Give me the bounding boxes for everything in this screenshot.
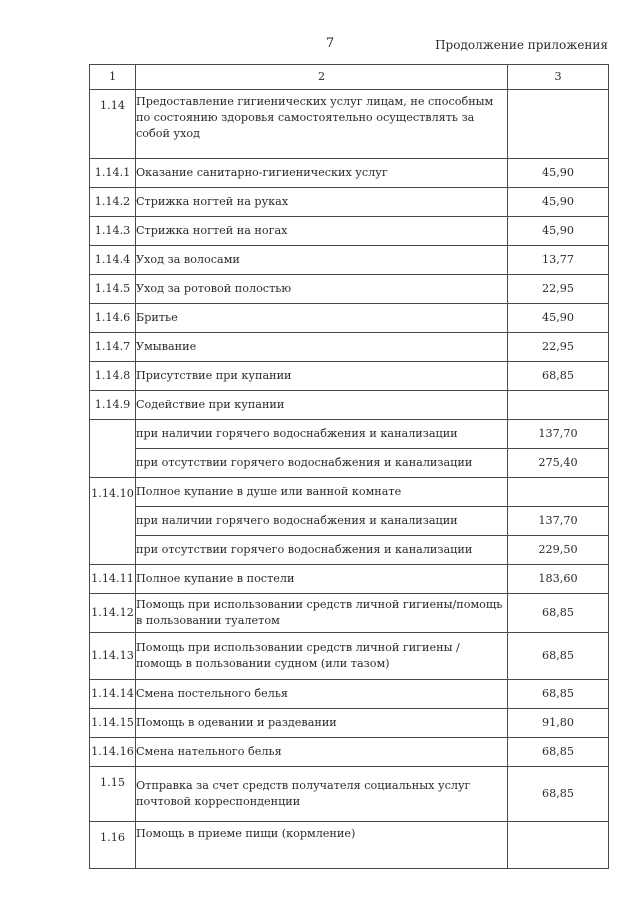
row-description: Уход за ротовой полостью (136, 275, 508, 304)
header-col-2: 2 (136, 65, 508, 90)
table-row (90, 709, 609, 738)
row-number: 1.14.16 (90, 738, 136, 767)
row-description: Бритье (136, 304, 508, 333)
table-row (90, 159, 609, 188)
table-row (90, 478, 609, 507)
row-description: Смена постельного белья (136, 680, 508, 709)
row-description: при отсутствии горячего водоснабжения и канализации (136, 536, 508, 565)
row-price (508, 822, 609, 869)
row-description: Помощь в приеме пищи (кормление) (136, 822, 508, 869)
row-number: 1.14.12 (90, 594, 136, 633)
row-price: 183,60 (508, 565, 609, 594)
row-number: 1.14.8 (90, 362, 136, 391)
row-description: при отсутствии горячего водоснабжения и канализации (136, 449, 508, 478)
table-row (90, 767, 609, 822)
row-price: 275,40 (508, 449, 609, 478)
row-description: при наличии горячего водоснабжения и канализации (136, 507, 508, 536)
row-price (508, 478, 609, 507)
table-row (90, 420, 609, 449)
row-number: 1.14.2 (90, 188, 136, 217)
table-row (90, 738, 609, 767)
table-row (90, 90, 609, 159)
header-col-1: 1 (90, 65, 136, 90)
table-row (90, 217, 609, 246)
table-row (90, 449, 609, 478)
price-table (89, 64, 609, 869)
row-price: 45,90 (508, 159, 609, 188)
row-number: 1.14.1 (90, 159, 136, 188)
row-number (90, 420, 136, 478)
row-description: Стрижка ногтей на ногах (136, 217, 508, 246)
row-description: Умывание (136, 333, 508, 362)
row-description: Полное купание в постели (136, 565, 508, 594)
row-price (508, 391, 609, 420)
row-price: 22,95 (508, 275, 609, 304)
row-price: 68,85 (508, 633, 609, 680)
table-row (90, 391, 609, 420)
row-price (508, 90, 609, 159)
row-price: 68,85 (508, 767, 609, 822)
row-description: Присутствие при купании (136, 362, 508, 391)
table-header-row (90, 65, 609, 90)
row-price: 137,70 (508, 507, 609, 536)
row-description: Помощь в одевании и раздевании (136, 709, 508, 738)
row-description: Предоставление гигиенических услуг лицам, не способным по состоянию здоровья самостоятельно осуществлять за собой уход (136, 90, 508, 159)
row-description: Содействие при купании (136, 391, 508, 420)
row-price: 68,85 (508, 362, 609, 391)
row-number: 1.14.5 (90, 275, 136, 304)
row-description: Смена нательного белья (136, 738, 508, 767)
row-description: Оказание санитарно-гигиенических услуг (136, 159, 508, 188)
table-row (90, 362, 609, 391)
table-row (90, 680, 609, 709)
row-price: 22,95 (508, 333, 609, 362)
row-description: при наличии горячего водоснабжения и канализации (136, 420, 508, 449)
row-price: 68,85 (508, 680, 609, 709)
row-number: 1.14.10 (90, 478, 136, 565)
row-price: 91,80 (508, 709, 609, 738)
row-number: 1.14.11 (90, 565, 136, 594)
row-price: 137,70 (508, 420, 609, 449)
row-number: 1.16 (90, 822, 136, 869)
row-price: 45,90 (508, 217, 609, 246)
header-col-3: 3 (508, 65, 609, 90)
row-price: 68,85 (508, 594, 609, 633)
table-row (90, 822, 609, 869)
row-description: Помощь при использовании средств личной гигиены/помощь в пользовании туалетом (136, 594, 508, 633)
table-row (90, 246, 609, 275)
row-number: 1.14.3 (90, 217, 136, 246)
row-number: 1.14.7 (90, 333, 136, 362)
row-description: Уход за волосами (136, 246, 508, 275)
row-description: Стрижка ногтей на руках (136, 188, 508, 217)
row-description: Помощь при использовании средств личной гигиены / помощь в пользовании судном (или тазом) (136, 633, 508, 680)
row-price: 45,90 (508, 188, 609, 217)
row-description: Отправка за счет средств получателя социальных услуг почтовой корреспонденции (136, 767, 508, 822)
row-number: 1.14 (90, 90, 136, 159)
row-price: 68,85 (508, 738, 609, 767)
row-number: 1.14.15 (90, 709, 136, 738)
table-row (90, 507, 609, 536)
page-number: 7 (325, 36, 335, 51)
row-description: Полное купание в душе или ванной комнате (136, 478, 508, 507)
row-price: 45,90 (508, 304, 609, 333)
table-row (90, 536, 609, 565)
table-row (90, 188, 609, 217)
row-number: 1.14.14 (90, 680, 136, 709)
table-row (90, 594, 609, 633)
row-number: 1.15 (90, 767, 136, 822)
row-number: 1.14.9 (90, 391, 136, 420)
table-row (90, 275, 609, 304)
table-row (90, 333, 609, 362)
row-number: 1.14.13 (90, 633, 136, 680)
row-price: 13,77 (508, 246, 609, 275)
table-row (90, 304, 609, 333)
row-price: 229,50 (508, 536, 609, 565)
row-number: 1.14.6 (90, 304, 136, 333)
table-row (90, 633, 609, 680)
row-number: 1.14.4 (90, 246, 136, 275)
continuation-label: Продолжение приложения (435, 38, 608, 52)
table-row (90, 565, 609, 594)
